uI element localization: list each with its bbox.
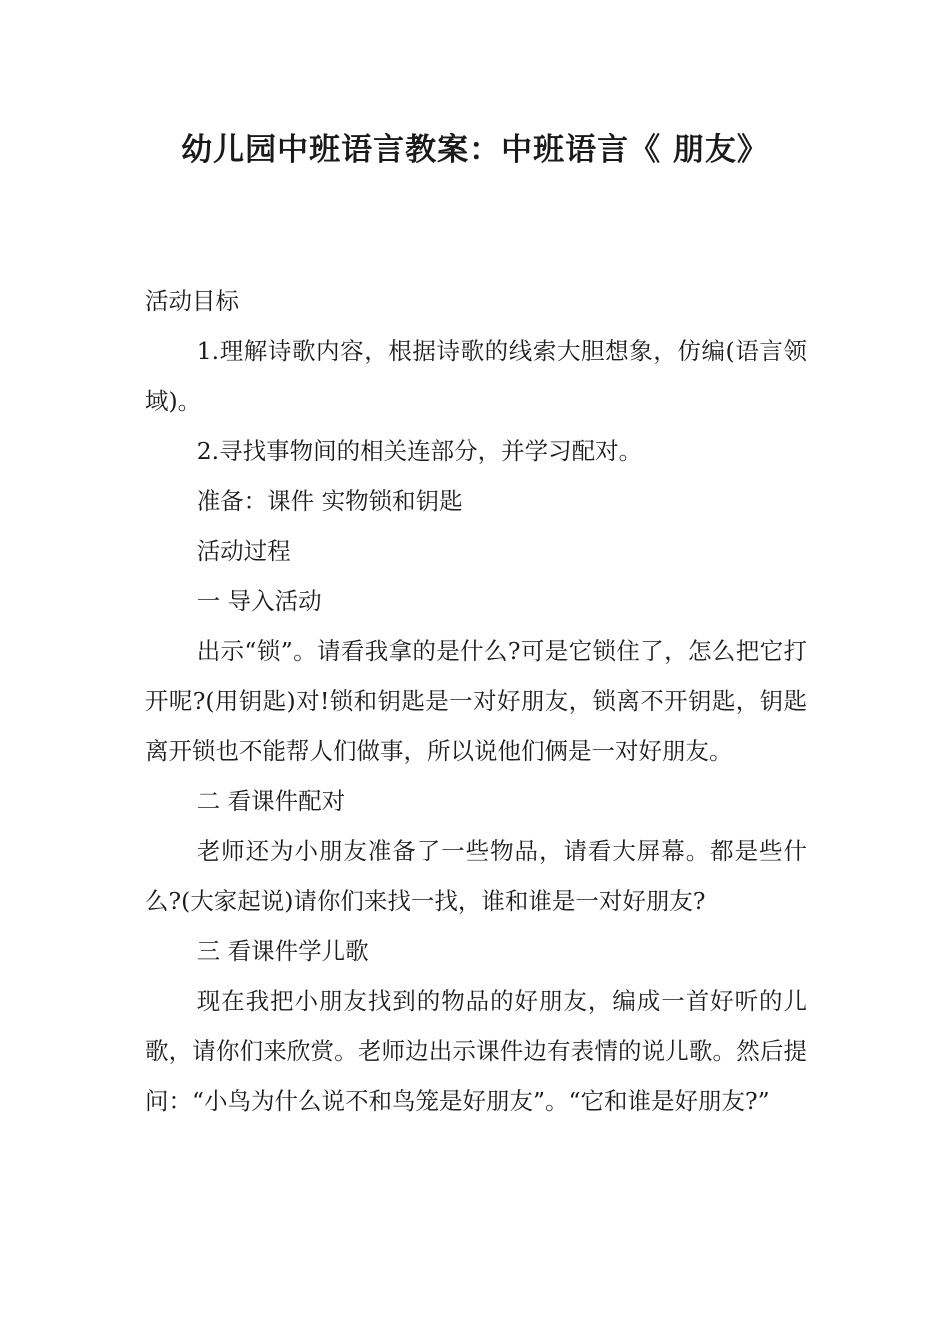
step-heading-1: 一 导入活动 xyxy=(196,587,322,615)
document-title: 幼儿园中班语言教案：中班语言《 朋友》 xyxy=(181,132,769,168)
goal-item-1: 1.理解诗歌内容，根据诗歌的线索大胆想象，仿编(语言领域)。 xyxy=(145,337,807,415)
step-heading-3: 三 看课件学儿歌 xyxy=(196,937,369,965)
preparation-line: 准备：课件 实物锁和钥匙 xyxy=(196,487,463,515)
section-heading-activity-process: 活动过程 xyxy=(196,537,291,565)
document-body xyxy=(145,276,807,1126)
paragraph-matching: 老师还为小朋友准备了一些物品，请看大屏幕。都是些什么?(大家起说)请你们来找一找，谁和谁是一对好朋友? xyxy=(145,837,807,915)
goal-item-2: 2.寻找事物间的相关连部分，并学习配对。 xyxy=(196,437,643,465)
section-heading-activity-goals: 活动目标 xyxy=(145,287,239,315)
paragraph-nursery-rhyme: 现在我把小朋友找到的物品的好朋友，编成一首好听的儿歌，请你们来欣赏。老师边出示课件边有表情的说儿歌。然后提问：“小鸟为什么说不和鸟笼是好朋友”。“它和谁是好朋友?” xyxy=(145,987,807,1115)
step-heading-2: 二 看课件配对 xyxy=(196,787,346,815)
paragraph-lock-and-key: 出示“锁”。请看我拿的是什么?可是它锁住了，怎么把它打开呢?(用钥匙)对!锁和钥匙是一对好朋友，锁离不开钥匙，钥匙离开锁也不能帮人们做事，所以说他们俩是一对好朋友。 xyxy=(145,637,807,765)
